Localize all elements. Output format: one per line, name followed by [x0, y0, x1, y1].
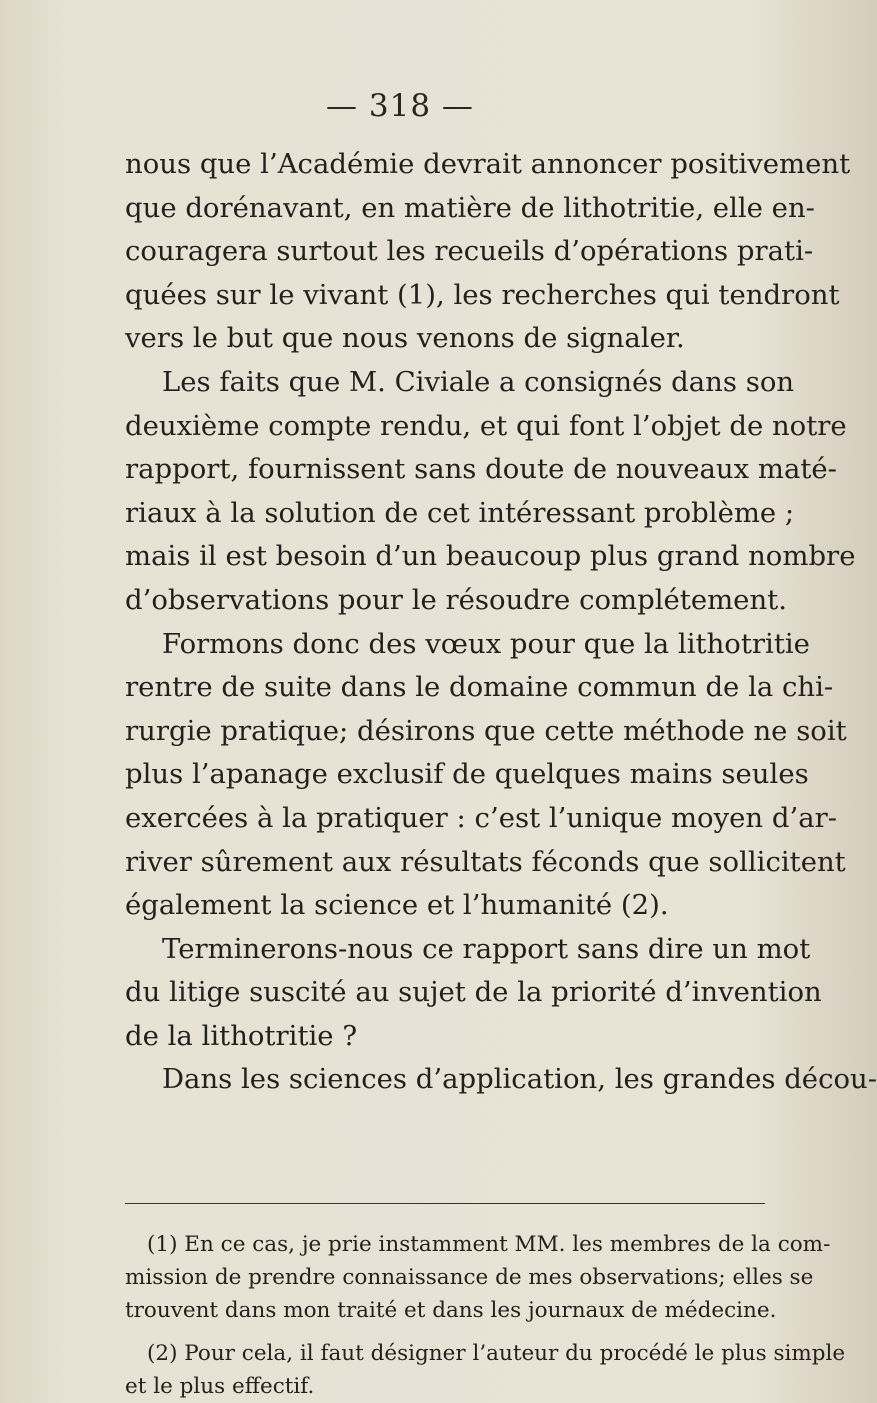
text-line: rurgie pratique; désirons que cette méthode ne soit: [125, 714, 847, 747]
paragraph: [125, 928, 822, 1059]
text-line: également la science et l’humanité (2).: [125, 889, 669, 922]
text-line: que dorénavant, en matière de lithotritie, elle en-: [125, 191, 815, 224]
footnotes: [125, 1228, 846, 1403]
text-line: rapport, fournissent sans doute de nouveaux maté-: [125, 453, 837, 486]
footnote-line: trouvent dans mon traité et dans les journaux de médecine.: [125, 1298, 777, 1323]
text-line: Les faits que M. Civiale a consignés dans son: [162, 365, 795, 398]
text-line: nous que l’Académie devrait annoncer positivement: [125, 148, 851, 180]
footnote-line: et le plus effectif.: [125, 1374, 315, 1399]
text-line: rentre de suite dans le domaine commun de la chi-: [125, 671, 834, 704]
paragraph: [125, 143, 851, 361]
text-line: Dans les sciences d’application, les grandes décou-: [162, 1063, 877, 1096]
text-line: vers le but que nous venons de signaler.: [125, 322, 685, 355]
text-line: deuxième compte rendu, et qui font l’objet de notre: [125, 409, 847, 442]
text-line: de la lithotritie ?: [125, 1019, 358, 1052]
text-line: couragera surtout les recueils d’opérations prati-: [125, 235, 814, 268]
paragraph: [125, 361, 856, 623]
text-line: d’observations pour le résoudre complétement.: [125, 583, 787, 616]
text-line: riaux à la solution de cet intéressant problème ;: [125, 496, 795, 529]
page-number: — 318 —: [326, 88, 474, 124]
footnote-divider: [125, 1203, 765, 1204]
text-line: Formons donc des vœux pour que la lithotritie: [162, 627, 810, 660]
footnote-line: mission de prendre connaissance de mes observations; elles se: [125, 1265, 814, 1290]
text-line: exercées à la pratiquer : c’est l’unique moyen d’ar-: [125, 801, 838, 834]
footnote-line: (1) En ce cas, je prie instamment MM. les membres de la com-: [147, 1232, 831, 1257]
footnote: [125, 1337, 846, 1403]
footnote-spacer: [125, 1327, 765, 1337]
paragraph: [125, 623, 847, 928]
text-line: Terminerons-nous ce rapport sans dire un mot: [162, 932, 811, 965]
main-text: [125, 143, 877, 1102]
text-line: mais il est besoin d’un beaucoup plus grand nombre: [125, 540, 856, 573]
footnote-line: (2) Pour cela, il faut désigner l’auteur du procédé le plus simple: [147, 1341, 846, 1366]
text-line: quées sur le vivant (1), les recherches qui tendront: [125, 278, 840, 311]
text-line: du litige suscité au sujet de la priorité d’invention: [125, 976, 822, 1009]
text-line: plus l’apanage exclusif de quelques mains seules: [125, 758, 809, 791]
footnote: [125, 1228, 831, 1327]
paragraph: [125, 1058, 877, 1102]
text-line: river sûrement aux résultats féconds que sollicitent: [125, 845, 846, 878]
